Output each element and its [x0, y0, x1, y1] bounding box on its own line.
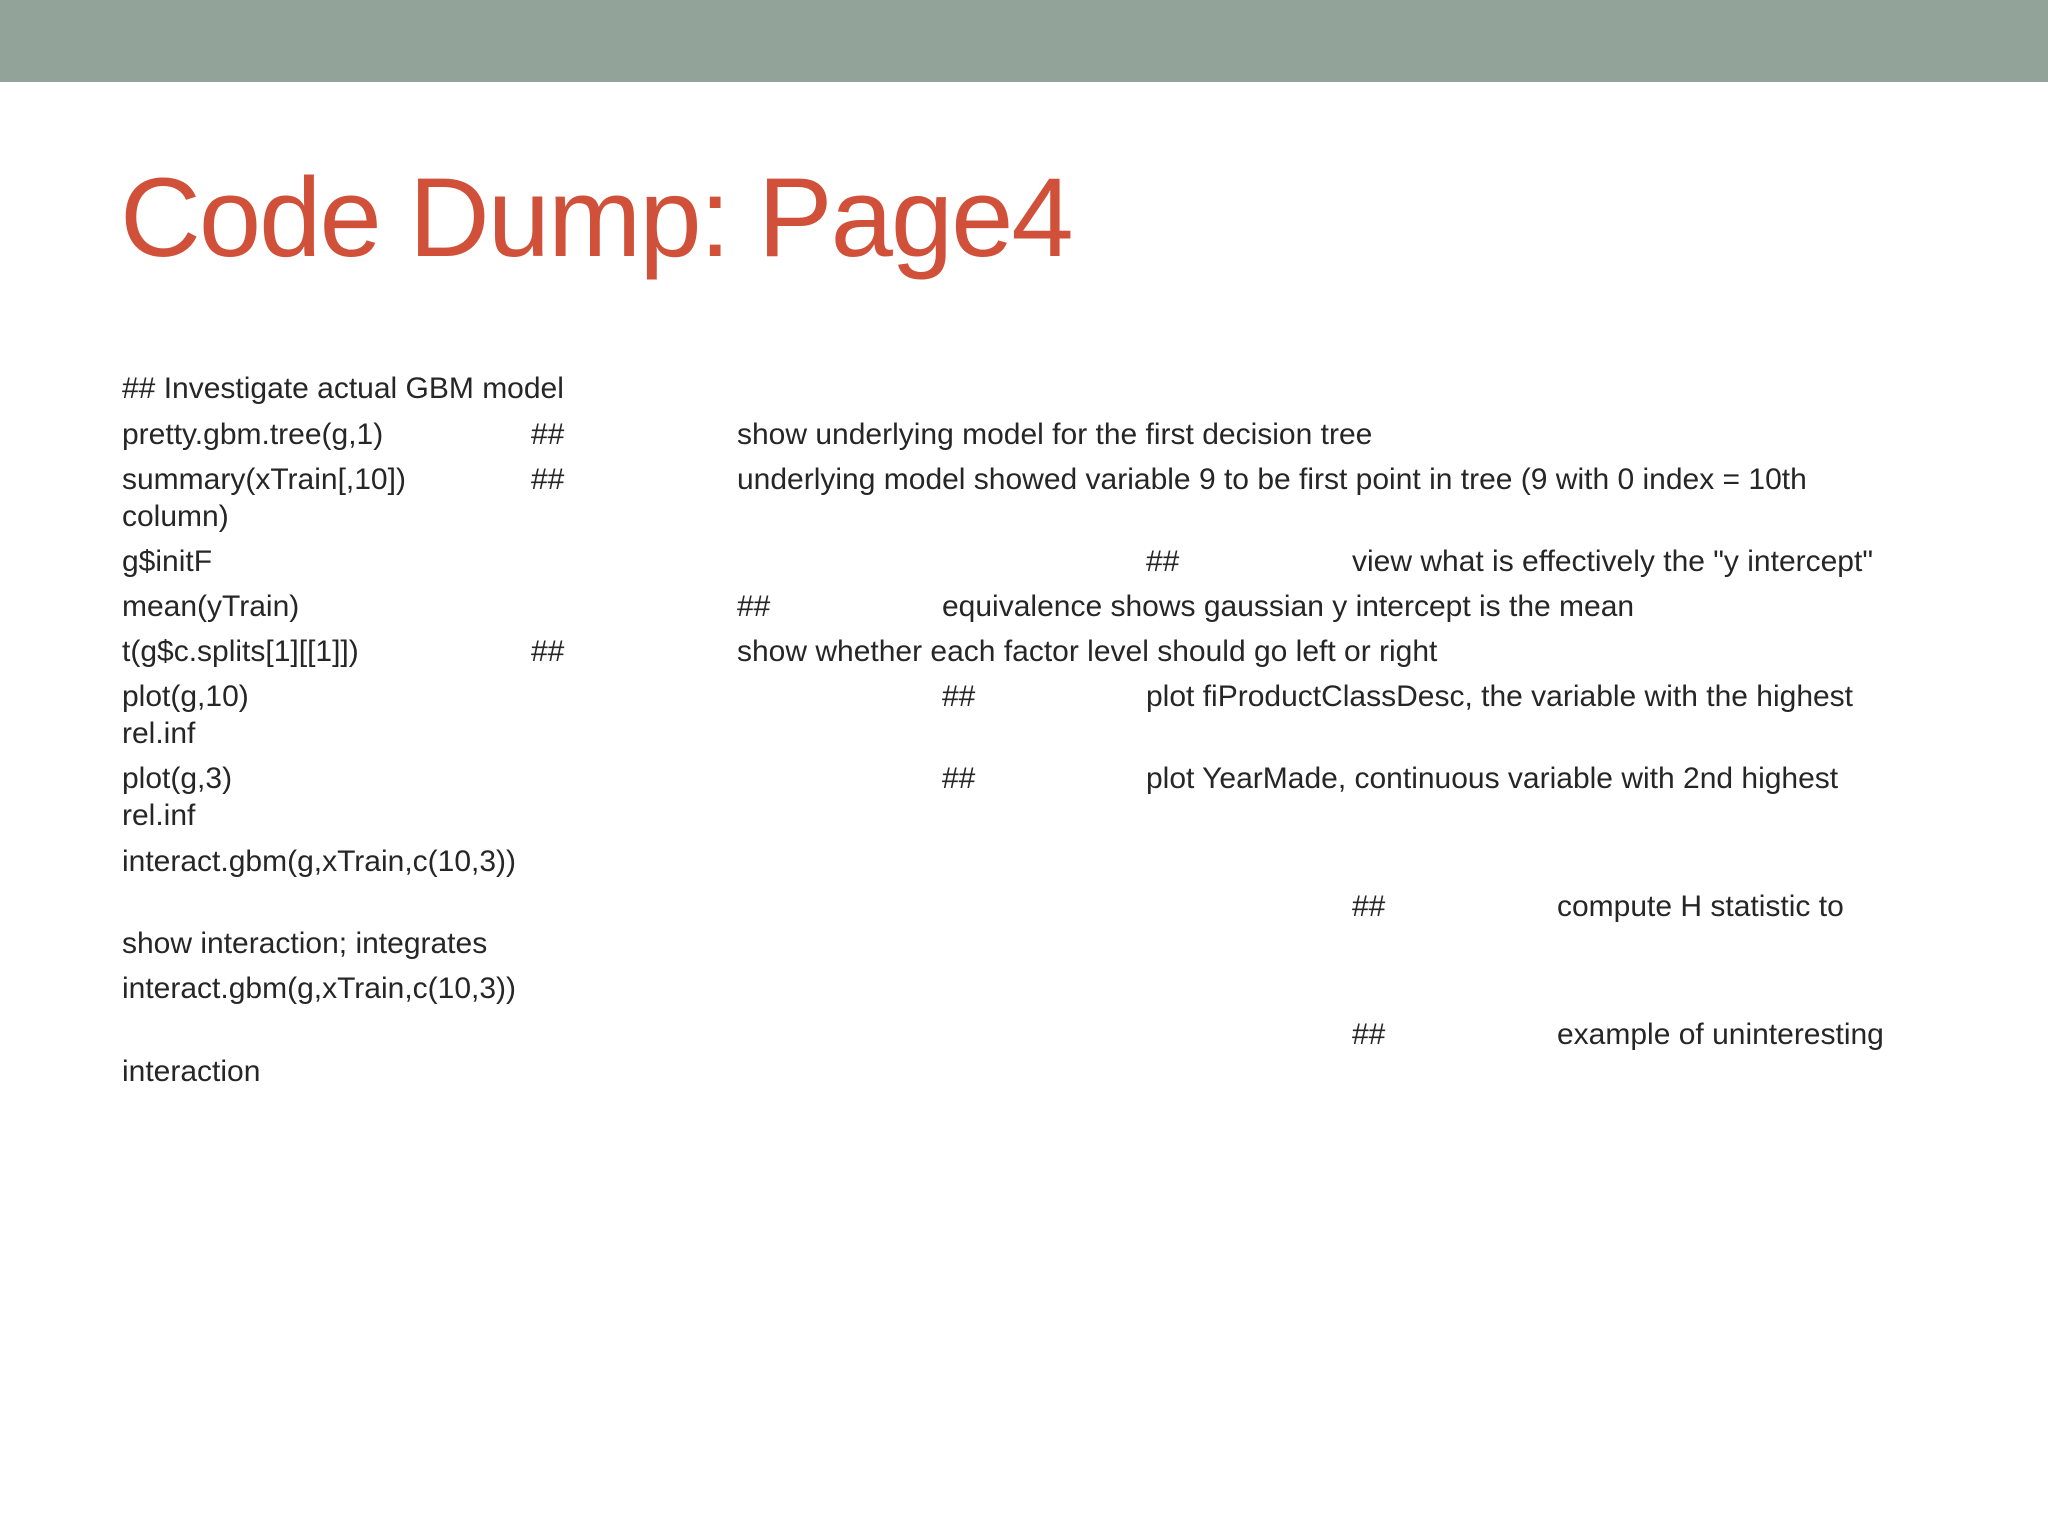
comment-marker: ##	[1146, 545, 1180, 578]
comment-marker: ##	[531, 635, 565, 668]
code-line: pretty.gbm.tree(g,1)	[122, 418, 384, 451]
comment-text: example of uninteresting	[1557, 1018, 1884, 1051]
comment-text: equivalence shows gaussian y intercept is the mean	[942, 590, 1635, 623]
comment-text: show whether each factor level should go left or right	[737, 635, 1438, 668]
wrapped-text: rel.inf	[122, 717, 196, 750]
code-line: mean(yTrain)	[122, 590, 300, 623]
code-line: t(g$c.splits[1][[1]])	[122, 635, 359, 668]
code-line: interact.gbm(g,xTrain,c(10,3))	[122, 845, 517, 878]
code-line: plot(g,3)	[122, 762, 233, 795]
comment-marker: ##	[531, 463, 565, 496]
code-line: g$initF	[122, 545, 213, 578]
code-line: summary(xTrain[,10])	[122, 463, 406, 496]
comment-marker: ##	[737, 590, 771, 623]
comment-text: plot fiProductClassDesc, the variable with the highest	[1146, 680, 1854, 713]
comment-marker: ##	[942, 680, 976, 713]
comment-text: underlying model showed variable 9 to be first point in tree (9 with 0 index = 10th	[737, 463, 1807, 496]
comment-marker: ##	[942, 762, 976, 795]
comment-marker: ##	[1352, 890, 1386, 923]
wrapped-text: column)	[122, 500, 229, 533]
comment-text: plot YearMade, continuous variable with 2nd highest	[1146, 762, 1839, 795]
comment-marker: ##	[1352, 1018, 1386, 1051]
code-line: interact.gbm(g,xTrain,c(10,3))	[122, 972, 517, 1005]
comment-text: compute H statistic to	[1557, 890, 1844, 923]
comment-marker: ##	[531, 418, 565, 451]
code-line: plot(g,10)	[122, 680, 249, 713]
wrapped-text: interaction	[122, 1055, 261, 1088]
slide-title: Code Dump: Page4	[120, 155, 1072, 280]
comment-text: view what is effectively the "y intercept"	[1352, 545, 1873, 578]
comment-text: show underlying model for the first decision tree	[737, 418, 1373, 451]
wrapped-text: show interaction; integrates	[122, 927, 488, 960]
comment-heading: ## Investigate actual GBM model	[122, 372, 564, 405]
wrapped-text: rel.inf	[122, 799, 196, 832]
